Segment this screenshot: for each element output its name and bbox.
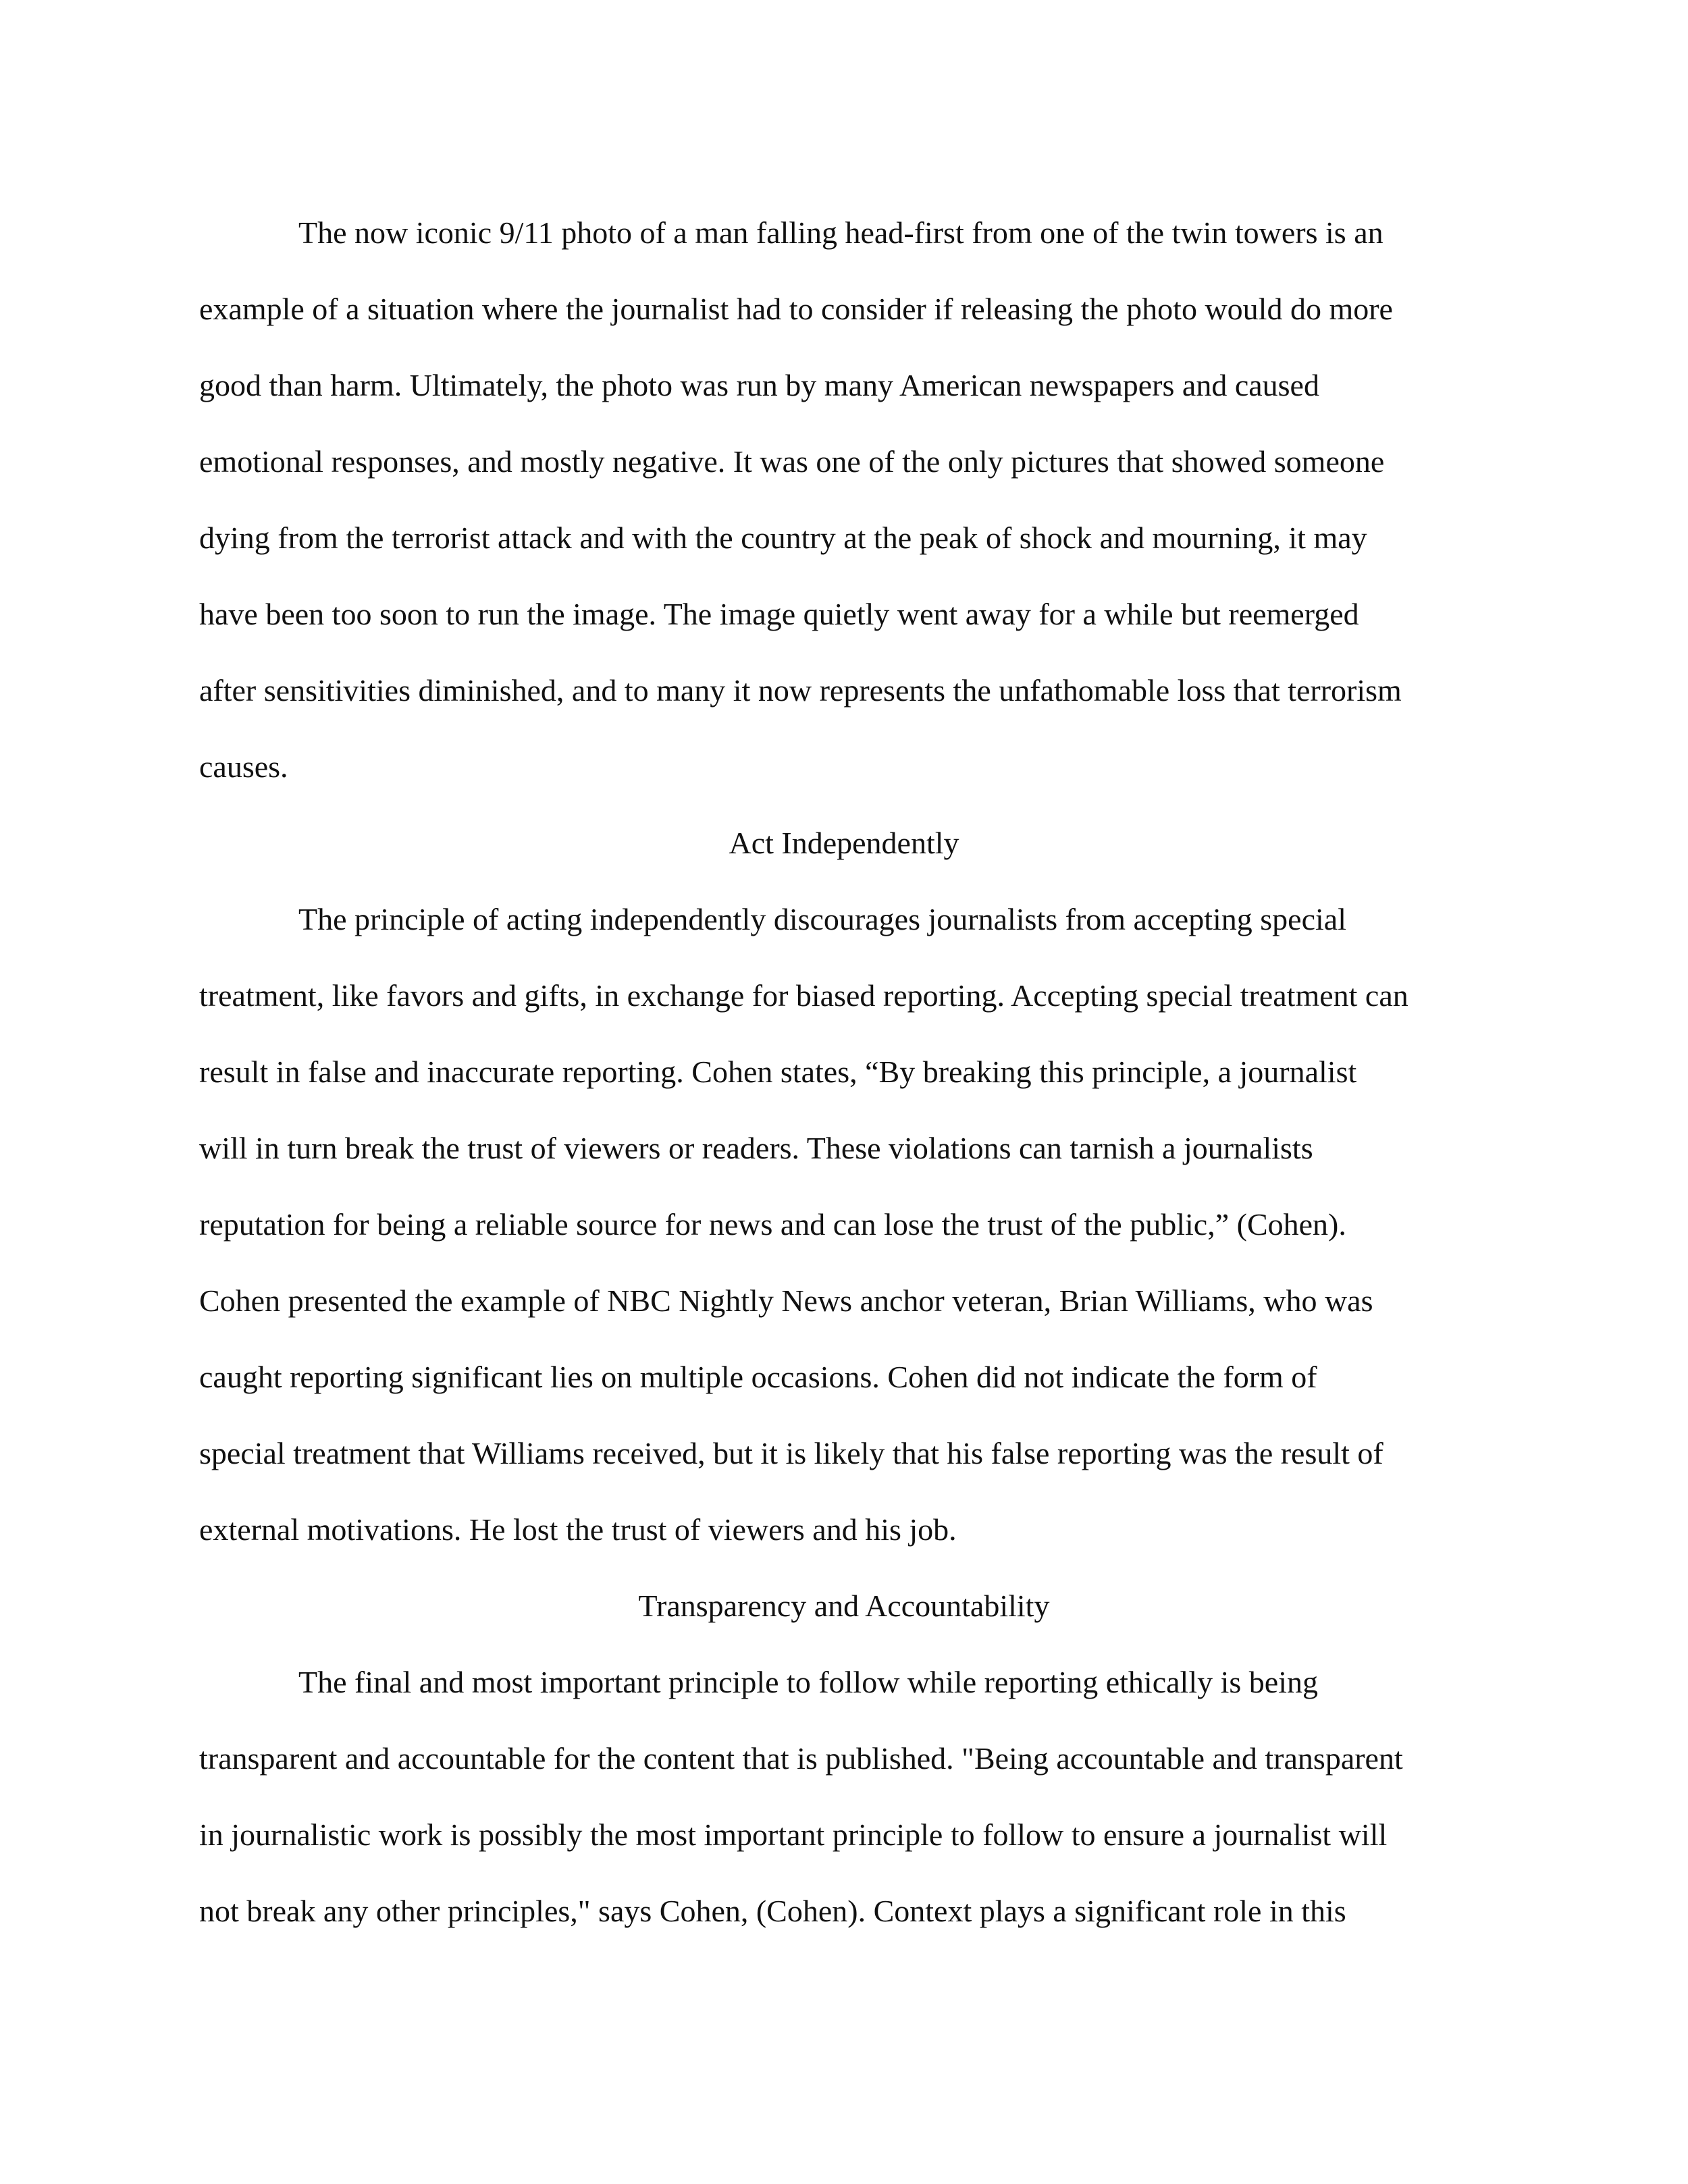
paragraph-line: in journalistic work is possibly the most important principle to follow to ensure a journalist will <box>199 1817 1388 1852</box>
paragraph-line: example of a situation where the journalist had to consider if releasing the photo would do more <box>199 292 1393 326</box>
paragraph-line: special treatment that Williams received, but it is likely that his false reporting was the result of <box>199 1436 1383 1470</box>
paragraph-line: The now iconic 9/11 photo of a man falling head-first from one of the twin towers is an <box>298 215 1383 250</box>
paragraph-photo-ethics <box>199 194 1489 805</box>
paragraph-line: have been too soon to run the image. The image quietly went away for a while but reemerged <box>199 597 1359 631</box>
paragraph-line: transparent and accountable for the content that is published. "Being accountable and transparent <box>199 1741 1403 1776</box>
paragraph-line: treatment, like favors and gifts, in exchange for biased reporting. Accepting special treatment can <box>199 978 1408 1013</box>
paragraph-line: The principle of acting independently discourages journalists from accepting special <box>298 902 1346 936</box>
section-heading-act-independently: Act Independently <box>729 826 959 860</box>
paragraph-line: will in turn break the trust of viewers or readers. These violations can tarnish a journalists <box>199 1131 1313 1165</box>
section-heading-transparency: Transparency and Accountability <box>638 1589 1050 1623</box>
document-body <box>199 194 1489 1949</box>
paragraph-line: not break any other principles," says Cohen, (Cohen). Context plays a significant role in this <box>199 1894 1346 1928</box>
paragraph-line: The final and most important principle to follow while reporting ethically is being <box>298 1665 1318 1699</box>
paragraph-transparency <box>199 1644 1489 1949</box>
paragraph-line: after sensitivities diminished, and to many it now represents the unfathomable loss that terrorism <box>199 673 1402 708</box>
paragraph-line: Cohen presented the example of NBC Nightly News anchor veteran, Brian Williams, who was <box>199 1283 1373 1318</box>
paragraph-line: good than harm. Ultimately, the photo was run by many American newspapers and caused <box>199 368 1319 402</box>
paragraph-act-independently <box>199 881 1489 1568</box>
paragraph-line: caught reporting significant lies on multiple occasions. Cohen did not indicate the form of <box>199 1360 1317 1394</box>
paragraph-line: causes. <box>199 749 288 784</box>
paragraph-line: result in false and inaccurate reporting. Cohen states, “By breaking this principle, a journalist <box>199 1055 1357 1089</box>
paragraph-line: emotional responses, and mostly negative. It was one of the only pictures that showed someone <box>199 444 1385 479</box>
paragraph-line: reputation for being a reliable source for news and can lose the trust of the public,” (Cohen). <box>199 1207 1346 1242</box>
paragraph-line: dying from the terrorist attack and with the country at the peak of shock and mourning, it may <box>199 521 1367 555</box>
paragraph-line: external motivations. He lost the trust of viewers and his job. <box>199 1512 957 1547</box>
